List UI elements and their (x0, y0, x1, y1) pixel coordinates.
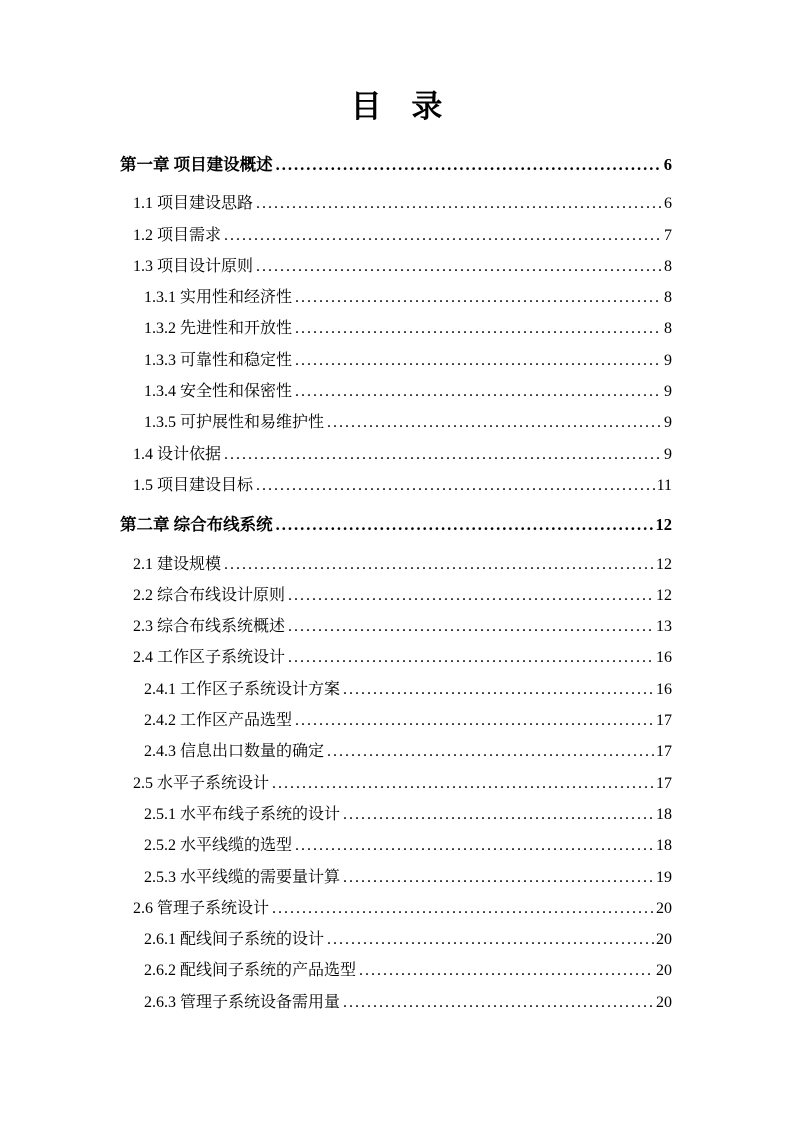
toc-entry-page: 11 (656, 476, 672, 494)
toc-entry-page: 7 (664, 226, 672, 244)
toc-entry-page: 9 (664, 351, 672, 369)
dot-leader (295, 376, 662, 407)
toc-entry-page: 13 (656, 618, 672, 636)
toc-entry[interactable] (120, 282, 672, 313)
toc-entry[interactable] (120, 736, 672, 767)
toc-entry[interactable] (120, 642, 672, 673)
toc-entry-page: 6 (663, 155, 672, 174)
dot-leader (256, 188, 662, 219)
toc-entry-page: 18 (656, 805, 672, 823)
toc-entry-page: 17 (656, 743, 672, 761)
toc-entry-label: 2.6.3 管理子系统设备需用量 (144, 993, 341, 1011)
toc-entry-page: 17 (656, 774, 672, 792)
dot-leader (276, 149, 662, 180)
toc-entry[interactable] (120, 313, 672, 344)
dot-leader (295, 705, 654, 736)
toc-entry-page: 16 (656, 680, 672, 698)
toc-entry-label: 第二章 综合布线系统 (120, 515, 273, 535)
toc-list (120, 141, 672, 1018)
dot-leader (272, 893, 654, 924)
toc-entry[interactable] (120, 509, 672, 540)
toc-entry[interactable] (120, 470, 672, 501)
dot-leader (343, 987, 654, 1018)
toc-entry-label: 2.4.3 信息出口数量的确定 (144, 743, 325, 761)
toc-entry-label: 1.3.3 可靠性和稳定性 (144, 351, 293, 369)
toc-entry[interactable] (120, 220, 672, 251)
dot-leader (295, 830, 654, 861)
dot-leader (327, 924, 654, 955)
dot-leader (288, 611, 654, 642)
dot-leader (256, 251, 662, 282)
toc-entry[interactable] (120, 376, 672, 407)
toc-entry[interactable] (120, 611, 672, 642)
toc-entry-label: 2.4.1 工作区子系统设计方案 (144, 680, 341, 698)
toc-entry-label: 第一章 项目建设概述 (120, 155, 273, 174)
toc-entry[interactable] (120, 407, 672, 438)
toc-entry-label: 1.3.4 安全性和保密性 (144, 383, 293, 401)
toc-entry-label: 1.3.5 可护展性和易维护性 (144, 414, 325, 432)
toc-entry-label: 1.1 项目建设思路 (133, 195, 254, 213)
toc-entry-page: 12 (656, 555, 672, 573)
toc-entry-label: 1.3 项目设计原则 (133, 257, 254, 275)
toc-entry-label: 2.4 工作区子系统设计 (133, 649, 286, 667)
dot-leader (256, 470, 655, 501)
toc-entry[interactable] (120, 862, 672, 893)
dot-leader (343, 862, 654, 893)
dot-leader (224, 220, 662, 251)
toc-entry-page: 19 (656, 868, 672, 886)
toc-entry[interactable] (120, 830, 672, 861)
toc-entry-label: 2.4.2 工作区产品选型 (144, 712, 293, 730)
toc-entry-page: 8 (664, 289, 672, 307)
toc-entry-page: 9 (664, 414, 672, 432)
toc-entry-label: 2.3 综合布线系统概述 (133, 618, 286, 636)
toc-entry-label: 1.5 项目建设目标 (133, 476, 254, 494)
toc-entry[interactable] (120, 674, 672, 705)
toc-entry[interactable] (120, 149, 672, 180)
dot-leader (224, 549, 654, 580)
toc-entry[interactable] (120, 955, 672, 986)
dot-leader (327, 736, 654, 767)
toc-entry-page: 20 (656, 993, 672, 1011)
toc-entry-page: 9 (664, 383, 672, 401)
toc-entry[interactable] (120, 924, 672, 955)
toc-entry[interactable] (120, 799, 672, 830)
dot-leader (359, 955, 654, 986)
toc-entry[interactable] (120, 705, 672, 736)
toc-entry-label: 1.4 设计依据 (133, 445, 222, 463)
dot-leader (276, 509, 654, 540)
toc-entry[interactable] (120, 987, 672, 1018)
toc-entry-page: 8 (664, 320, 672, 338)
toc-entry-page: 8 (664, 257, 672, 275)
page-title: 目 录 (350, 89, 443, 124)
toc-entry-label: 2.5.3 水平线缆的需要量计算 (144, 868, 341, 886)
toc-entry-page: 20 (656, 962, 672, 980)
toc-entry-label: 2.2 综合布线设计原则 (133, 586, 286, 604)
toc-entry-label: 2.5.2 水平线缆的选型 (144, 837, 293, 855)
toc-entry-page: 20 (656, 899, 672, 917)
toc-entry[interactable] (120, 251, 672, 282)
dot-leader (327, 407, 662, 438)
toc-entry[interactable] (120, 549, 672, 580)
toc-entry-page: 18 (656, 837, 672, 855)
toc-entry-label: 2.1 建设规模 (133, 555, 222, 573)
dot-leader (343, 799, 654, 830)
toc-entry[interactable] (120, 580, 672, 611)
toc-entry-label: 2.6.2 配线间子系统的产品选型 (144, 962, 357, 980)
toc-entry-label: 2.5 水平子系统设计 (133, 774, 270, 792)
toc-entry-label: 1.2 项目需求 (133, 226, 222, 244)
toc-entry-page: 12 (656, 586, 672, 604)
toc-entry[interactable] (120, 439, 672, 470)
toc-entry-label: 1.3.2 先进性和开放性 (144, 320, 293, 338)
toc-entry[interactable] (120, 188, 672, 219)
toc-entry[interactable] (120, 893, 672, 924)
toc-entry-page: 20 (656, 931, 672, 949)
dot-leader (295, 282, 662, 313)
dot-leader (343, 674, 654, 705)
toc-entry-label: 2.5.1 水平布线子系统的设计 (144, 805, 341, 823)
toc-entry[interactable] (120, 768, 672, 799)
dot-leader (295, 313, 662, 344)
toc-entry-page: 12 (655, 515, 672, 535)
toc-entry-page: 6 (664, 195, 672, 213)
toc-entry-page: 17 (656, 712, 672, 730)
toc-entry-label: 1.3.1 实用性和经济性 (144, 289, 293, 307)
toc-entry-page: 9 (664, 445, 672, 463)
toc-entry-label: 2.6 管理子系统设计 (133, 899, 270, 917)
toc-entry-label: 2.6.1 配线间子系统的设计 (144, 931, 325, 949)
toc-entry-page: 16 (656, 649, 672, 667)
dot-leader (224, 439, 662, 470)
dot-leader (295, 345, 662, 376)
dot-leader (288, 580, 654, 611)
toc-entry[interactable] (120, 345, 672, 376)
dot-leader (272, 768, 654, 799)
dot-leader (288, 642, 654, 673)
